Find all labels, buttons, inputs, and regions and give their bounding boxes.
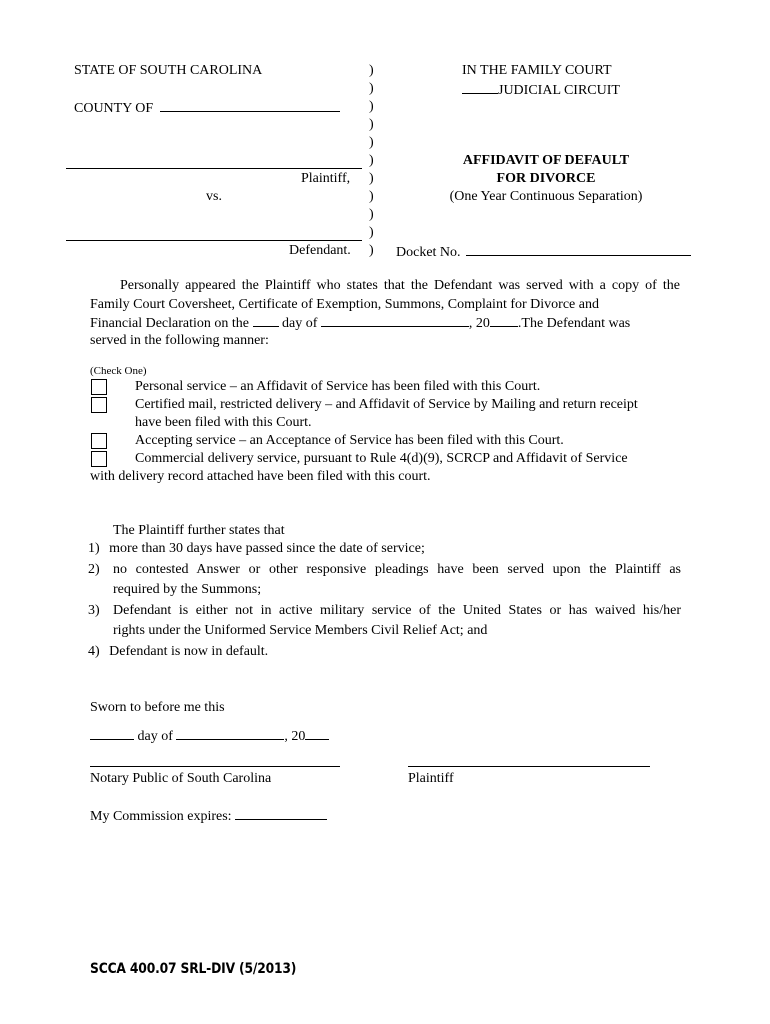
intro-year-blank[interactable]	[490, 313, 518, 327]
intro-financial: Financial Declaration on the	[90, 316, 249, 331]
list-item-text: more than 30 days have passed since the date of service;	[109, 541, 425, 556]
list-item	[88, 540, 425, 558]
form-code-footer: SCCA 400.07 SRL-DIV (5/2013)	[90, 961, 297, 977]
commission-label: My Commission expires:	[90, 809, 232, 824]
check-one-label: (Check One)	[90, 365, 147, 377]
commission-blank[interactable]	[235, 806, 327, 820]
list-item	[88, 643, 268, 661]
intro-line-3	[90, 313, 680, 333]
intro-defendant-was: .The Defendant was	[517, 316, 631, 331]
option-certified-mail: Certified mail, restricted delivery – and Affidavit of Service by Mailing and return receipt	[135, 397, 638, 412]
list-item-number: 4)	[88, 644, 100, 659]
paren: )	[369, 63, 374, 78]
list-item-number: 3)	[88, 603, 100, 618]
docket-blank[interactable]	[466, 242, 691, 256]
paren: )	[369, 99, 374, 114]
sworn-title: Sworn to before me this	[90, 700, 225, 715]
option-accepting-service: Accepting service – an Acceptance of Service has been filed with this Court.	[135, 433, 564, 448]
sworn-date-line	[90, 726, 329, 746]
sworn-day-blank[interactable]	[90, 726, 134, 740]
paren: )	[369, 135, 374, 150]
list-item-text: Defendant is now in default.	[109, 644, 269, 659]
sworn-year-prefix: , 20	[284, 729, 306, 744]
intro-year-prefix: , 20	[468, 316, 490, 331]
county-label-text: COUNTY OF	[74, 101, 154, 116]
sworn-day-of: day of	[137, 729, 173, 744]
paren: )	[369, 117, 374, 132]
checkbox-certified-mail[interactable]	[91, 397, 107, 413]
further-intro: The Plaintiff further states that	[113, 523, 285, 538]
plaintiff-signature-label: Plaintiff	[408, 771, 454, 786]
sworn-month-blank[interactable]	[176, 726, 284, 740]
list-item-text: Defendant is either not in active military service of the United States or has waived his/her	[113, 603, 681, 618]
vs-label: vs.	[206, 189, 222, 204]
list-item-number: 2)	[88, 562, 100, 577]
paren: )	[369, 171, 374, 186]
list-item-number: 1)	[88, 541, 100, 556]
circuit-label	[462, 80, 620, 100]
intro-month-blank[interactable]	[321, 313, 469, 327]
plaintiff-name-line[interactable]	[66, 168, 362, 169]
title-line-1: AFFIDAVIT OF DEFAULT	[462, 153, 630, 168]
county-blank[interactable]	[160, 98, 340, 112]
defendant-label: Defendant.	[289, 243, 351, 258]
circuit-label-text: JUDICIAL CIRCUIT	[498, 83, 620, 98]
commission-field	[90, 806, 327, 826]
option-personal-service: Personal service – an Affidavit of Service has been filed with this Court.	[135, 379, 541, 394]
paren: )	[369, 225, 374, 240]
paren: )	[369, 153, 374, 168]
intro-paragraph: Personally appeared the Plaintiff who states that the Defendant was served with a copy of the Family Court Coversheet, Certificate of Exemption, Summons, Complaint for Divorce and	[90, 278, 680, 312]
defendant-name-line[interactable]	[66, 240, 362, 241]
county-label	[74, 98, 340, 118]
paren: )	[369, 81, 374, 96]
intro-day-blank[interactable]	[253, 313, 279, 327]
list-item-text: no contested Answer or other responsive pleadings have been served upon the Plaintiff as	[113, 562, 681, 577]
docket-field	[396, 242, 691, 262]
paren: )	[369, 189, 374, 204]
state-label: STATE OF SOUTH CAROLINA	[74, 63, 263, 78]
intro-line-4: served in the following manner:	[90, 333, 269, 348]
checkbox-accepting-service[interactable]	[91, 433, 107, 449]
plaintiff-signature-line[interactable]	[408, 766, 650, 767]
paren: )	[369, 243, 374, 258]
intro-day-of: day of	[282, 316, 318, 331]
court-label: IN THE FAMILY COURT	[462, 63, 612, 78]
option-commercial-delivery-cont: with delivery record attached have been filed with this court.	[90, 469, 431, 484]
circuit-blank[interactable]	[462, 80, 498, 94]
option-certified-mail-cont: have been filed with this Court.	[135, 415, 312, 430]
title-line-2: FOR DIVORCE	[496, 171, 596, 186]
title-subtitle: (One Year Continuous Separation)	[449, 189, 643, 204]
notary-signature-line[interactable]	[90, 766, 340, 767]
list-item-cont: rights under the Uniformed Service Members Civil Relief Act; and	[113, 623, 488, 638]
checkbox-personal-service[interactable]	[91, 379, 107, 395]
paren: )	[369, 207, 374, 222]
sworn-year-blank[interactable]	[305, 726, 329, 740]
plaintiff-label: Plaintiff,	[301, 171, 351, 186]
notary-label: Notary Public of South Carolina	[90, 771, 272, 786]
docket-label: Docket No.	[396, 245, 461, 260]
list-item-cont: required by the Summons;	[113, 582, 262, 597]
checkbox-commercial-delivery[interactable]	[91, 451, 107, 467]
option-commercial-delivery: Commercial delivery service, pursuant to Rule 4(d)(9), SCRCP and Affidavit of Service	[135, 451, 628, 466]
